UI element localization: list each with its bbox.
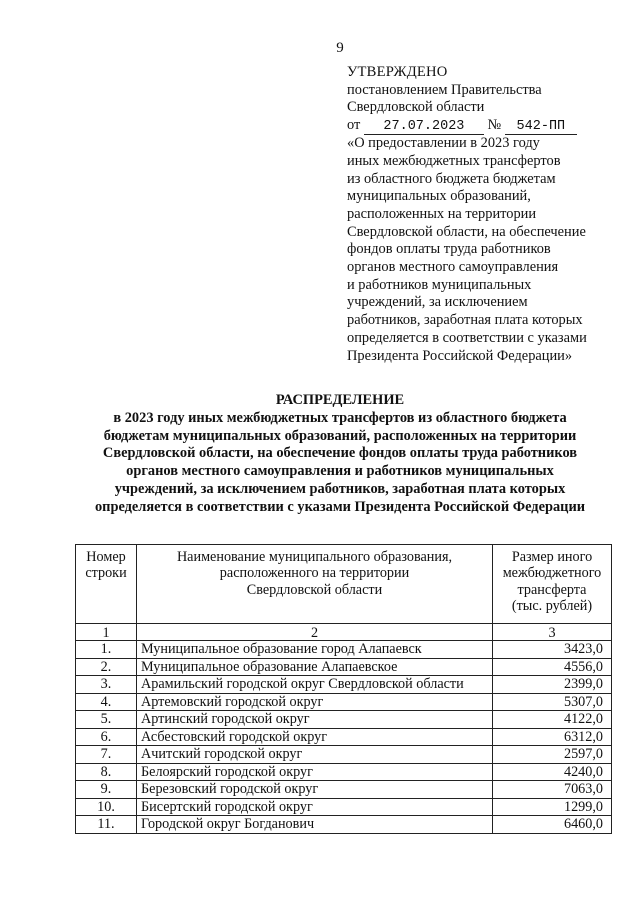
municipality-name: Артинский городской округ <box>137 711 493 729</box>
municipality-name: Артемовский городской округ <box>137 693 493 711</box>
row-number: 9. <box>76 781 137 799</box>
transfer-amount: 6312,0 <box>493 728 612 746</box>
transfer-amount: 4122,0 <box>493 711 612 729</box>
subject-line: определяется в соответствии с указами <box>347 329 587 346</box>
table-index-row <box>76 624 612 641</box>
subject-line: муниципальных образований, <box>347 188 531 205</box>
index-cell: 3 <box>493 624 612 641</box>
header-text: расположенного на территории <box>219 565 410 582</box>
row-number: 2. <box>76 658 137 676</box>
table-row <box>76 676 612 694</box>
transfer-amount: 6460,0 <box>493 816 612 834</box>
header-text: межбюджетного <box>502 565 602 582</box>
subject-line: расположенных на территории <box>347 205 537 222</box>
row-number: 1. <box>76 641 137 659</box>
row-number: 3. <box>76 676 137 694</box>
approval-line-1: постановлением Правительства <box>347 81 542 98</box>
subject-line: Президента Российской Федерации» <box>347 347 573 364</box>
table-row <box>76 746 612 764</box>
heading-line: учреждений, за исключением работников, заработная плата которых <box>114 480 566 497</box>
approval-number: 542-ПП <box>505 120 577 135</box>
approval-block <box>347 64 622 365</box>
header-line-number <box>76 545 137 624</box>
header-text: трансферта <box>517 581 587 598</box>
row-number: 8. <box>76 763 137 781</box>
row-number: 11. <box>76 816 137 834</box>
transfer-amount: 7063,0 <box>493 781 612 799</box>
approval-date-line <box>347 117 622 135</box>
table-row <box>76 781 612 799</box>
header-text: Размер иного <box>511 549 593 565</box>
table-row <box>76 658 612 676</box>
row-number: 5. <box>76 711 137 729</box>
header-text: Наименование муниципального образования, <box>176 549 453 565</box>
subject-line: из областного бюджета бюджетам <box>347 170 556 187</box>
subject-line: и работников муниципальных <box>347 276 532 293</box>
municipality-name: Белоярский городской округ <box>137 763 493 781</box>
municipality-name: Березовский городской округ <box>137 781 493 799</box>
row-number: 10. <box>76 798 137 816</box>
table-row <box>76 728 612 746</box>
header-text: Свердловской области <box>246 581 383 598</box>
header-text: Номер <box>86 549 126 565</box>
municipality-name: Муниципальное образование город Алапаевск <box>137 641 493 659</box>
municipality-name: Муниципальное образование Алапаевское <box>137 658 493 676</box>
distribution-heading <box>60 392 620 517</box>
index-cell: 2 <box>137 624 493 641</box>
transfer-amount: 2597,0 <box>493 746 612 764</box>
row-number: 4. <box>76 693 137 711</box>
transfer-amount: 5307,0 <box>493 693 612 711</box>
transfer-amount: 4240,0 <box>493 763 612 781</box>
municipality-name: Арамильский городской округ Свердловской области <box>137 676 493 694</box>
page-number: 9 <box>336 40 344 56</box>
from-label: от <box>347 117 361 134</box>
municipality-name: Ачитский городской округ <box>137 746 493 764</box>
transfer-amount: 3423,0 <box>493 641 612 659</box>
heading-line: бюджетам муниципальных образований, расположенных на территории <box>103 427 577 444</box>
municipality-name: Городской округ Богданович <box>137 816 493 834</box>
heading-line: в 2023 году иных межбюджетных трансфертов из областного бюджета <box>113 409 567 426</box>
header-text: (тыс. рублей) <box>511 598 593 615</box>
approval-line-2: Свердловской области <box>347 99 485 116</box>
transfer-amount: 2399,0 <box>493 676 612 694</box>
subject-line: органов местного самоуправления <box>347 259 559 276</box>
transfer-amount: 4556,0 <box>493 658 612 676</box>
heading-line: определяется в соответствии с указами Президента Российской Федерации <box>94 498 586 515</box>
header-text: строки <box>85 565 127 582</box>
subject-line: работников, заработная плата которых <box>347 312 583 329</box>
heading-line: органов местного самоуправления и работников муниципальных <box>126 463 554 480</box>
row-number: 7. <box>76 746 137 764</box>
heading-line: Свердловской области, на обеспечение фондов оплаты труда работников <box>102 445 578 462</box>
subject-line: учреждений, за исключением <box>347 294 528 311</box>
heading-title: РАСПРЕДЕЛЕНИЕ <box>275 392 405 408</box>
table-row <box>76 693 612 711</box>
subject-line: фондов оплаты труда работников <box>347 241 551 258</box>
municipality-name: Асбестовский городской округ <box>137 728 493 746</box>
subject-line: «О предоставлении в 2023 году <box>347 135 540 152</box>
table-header-row <box>76 545 612 624</box>
distribution-table <box>75 544 612 834</box>
number-label: № <box>487 117 502 134</box>
table-row <box>76 816 612 834</box>
table-row <box>76 798 612 816</box>
approval-date: 27.07.2023 <box>364 120 484 135</box>
header-amount <box>493 545 612 624</box>
table-row <box>76 641 612 659</box>
index-cell: 1 <box>76 624 137 641</box>
header-municipality <box>137 545 493 624</box>
subject-line: иных межбюджетных трансфертов <box>347 152 561 169</box>
table-row <box>76 763 612 781</box>
municipality-name: Бисертский городской округ <box>137 798 493 816</box>
row-number: 6. <box>76 728 137 746</box>
transfer-amount: 1299,0 <box>493 798 612 816</box>
table-row <box>76 711 612 729</box>
subject-line: Свердловской области, на обеспечение <box>347 223 586 240</box>
approval-title: УТВЕРЖДЕНО <box>347 64 448 80</box>
